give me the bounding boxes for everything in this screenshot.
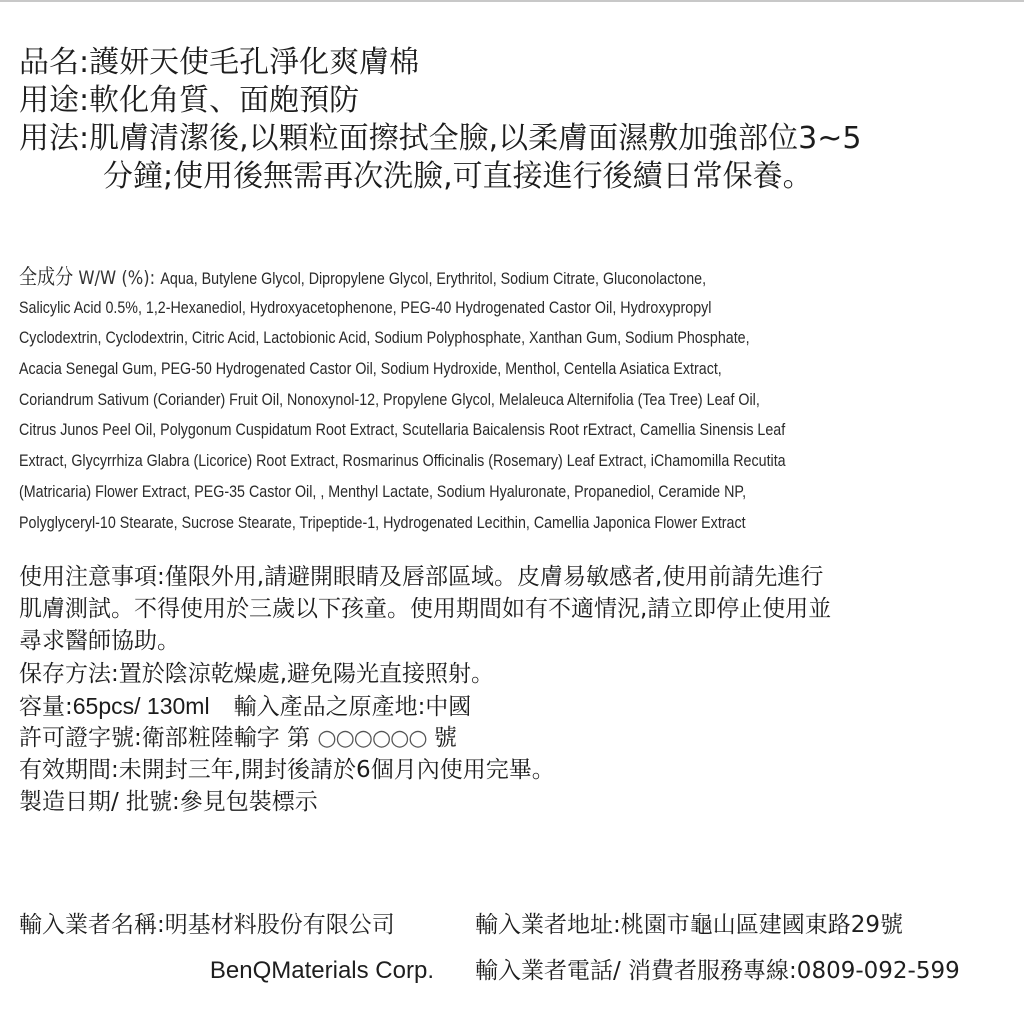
top-border — [0, 0, 1024, 2]
purpose-value: 軟化角質、面皰預防 — [89, 83, 360, 118]
importer-name-english: BenQMaterials Corp. — [209, 957, 434, 984]
importer-row-1 — [19, 902, 1019, 948]
ingredients-line: Salicylic Acid 0.5%, 1,2-Hexanediol, Hydroxyacetophenone, PEG-40 Hydrogenated Castor Oil, Hydroxypropyl — [19, 297, 712, 317]
ingredients-unit: W/W (%): — [73, 267, 161, 289]
ingredients-line: Acacia Senegal Gum, PEG-50 Hydrogenated Castor Oil, Sodium Hydroxide, Menthol, Centella Asiatica Extract, — [19, 359, 722, 379]
product-notes — [19, 561, 831, 819]
product-info — [19, 44, 862, 196]
caution-line: 肌膚測試。不得使用於三歲以下孩童。使用期間如有不適情況,請立即停止使用並 — [19, 596, 832, 623]
usage-row-continued — [19, 158, 862, 196]
purpose-label: 用途: — [19, 83, 90, 118]
product-name-value: 護妍天使毛孔淨化爽膚棉 — [89, 45, 420, 80]
usage-row — [19, 120, 862, 158]
ingredients-list — [19, 262, 1017, 538]
permit-line — [19, 722, 831, 754]
expiry-line: 有效期間:未開封三年,開封後請於6個月內使用完畢。 — [19, 757, 555, 784]
manufacture-line: 製造日期/ 批號:參見包裝標示 — [19, 789, 318, 816]
usage-line-1: 肌膚清潔後,以顆粒面擦拭全臉,以柔膚面濕敷加強部位3~5 — [89, 121, 862, 156]
capacity-value: 65pcs/ 130ml — [72, 692, 210, 719]
importer-row-2 — [19, 948, 1019, 994]
storage-line: 保存方法:置於陰涼乾燥處,避免陽光直接照射。 — [19, 660, 495, 687]
product-name-row — [19, 44, 862, 82]
caution-line: 尋求醫師協助。 — [19, 628, 180, 655]
ingredients-line: Extract, Glycyrrhiza Glabra (Licorice) Root Extract, Rosmarinus Officinalis (Rosemary) Leaf Extract, iChamomilla Recutita — [19, 451, 786, 471]
origin-text: 輸入產品之原產地:中國 — [233, 693, 472, 720]
product-name-label: 品名: — [19, 45, 90, 80]
ingredients-line: Cyclodextrin, Cyclodextrin, Citric Acid, Lactobionic Acid, Sodium Polyphosphate, Xanthan Gum, Sodium Phosphate, — [19, 328, 750, 348]
ingredients-line: (Matricaria) Flower Extract, PEG-35 Castor Oil, , Menthyl Lactate, Sodium Hyaluronate, Propanediol, Ceramide NP, — [19, 481, 747, 501]
ingredients-label: 全成分 — [19, 265, 74, 289]
usage-label: 用法: — [19, 121, 90, 156]
permit-prefix: 許可證字號:衛部粧陸輸字 第 — [19, 724, 318, 751]
importer-address: 輸入業者地址:桃園市龜山區建國東路29號 — [475, 912, 904, 938]
ingredients-line: Citrus Junos Peel Oil, Polygonum Cuspidatum Root Extract, Scutellaria Baicalensis Root rExtract, Camellia Sinensis Leaf — [19, 420, 786, 440]
ingredients-line: Coriandrum Sativum (Coriander) Fruit Oil, Nonoxynol-12, Propylene Glycol, Melaleuca Alternifolia (Tea Tree) Leaf Oil, — [19, 389, 760, 409]
usage-line-2: 分鐘;使用後無需再次洗臉,可直接進行後續日常保養。 — [103, 159, 813, 194]
ingredients-text: Aqua, Butylene Glycol, Dipropylene Glycol, Erythritol, Sodium Citrate, Gluconolactone, — [160, 269, 707, 288]
importer-phone: 輸入業者電話/ 消費者服務專線:0809-092-599 — [475, 958, 960, 984]
importer-info — [19, 902, 1019, 994]
permit-number-placeholder: ○○○○○○ — [317, 725, 427, 751]
purpose-row — [19, 82, 862, 120]
capacity-label: 容量: — [19, 693, 73, 720]
ingredients-line — [19, 262, 1017, 293]
caution-line: 使用注意事項:僅限外用,請避開眼睛及唇部區域。皮膚易敏感者,使用前請先進行 — [19, 564, 824, 590]
ingredients-line: Polyglyceryl-10 Stearate, Sucrose Stearate, Tripeptide-1, Hydrogenated Lecithin, Camellia Japonica Flower Extract — [19, 512, 746, 532]
capacity-origin-line — [19, 690, 831, 722]
permit-suffix: 號 — [426, 724, 457, 751]
importer-name: 輸入業者名稱:明基材料股份有限公司 — [19, 912, 395, 938]
